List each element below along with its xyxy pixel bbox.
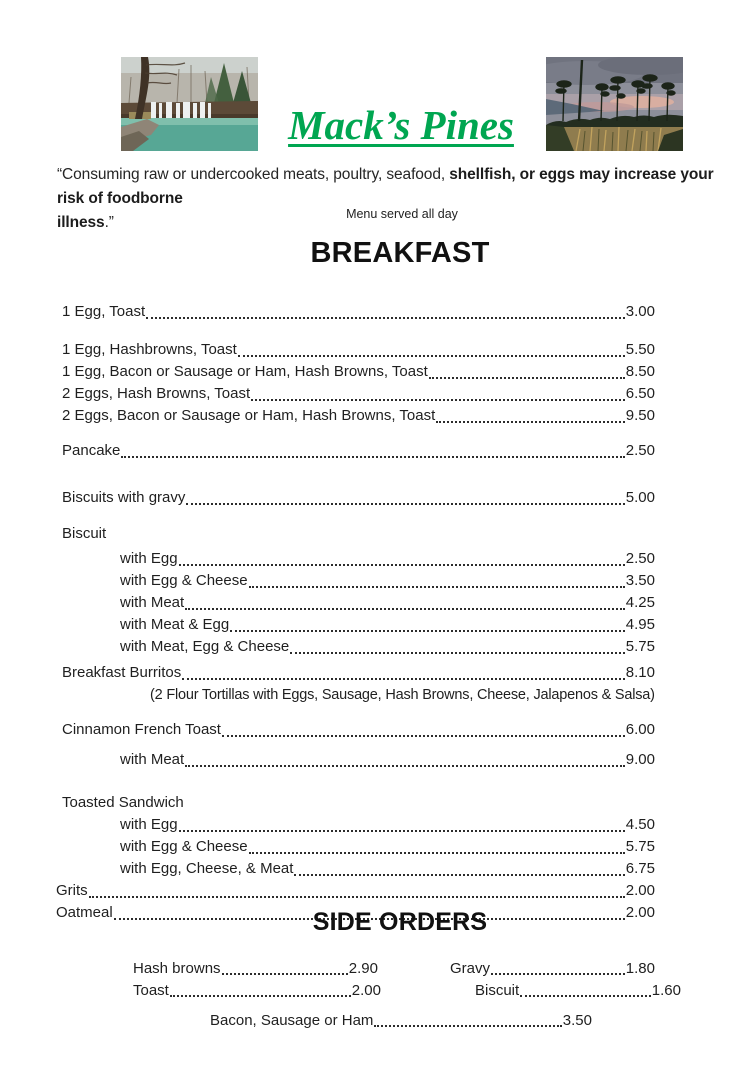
item-price: 2.00 [625,904,655,921]
disclaimer-bold-text: shellfish, or eggs may increase your risk of foodborne [57,166,714,207]
item-name: with Meat, Egg & Cheese [120,638,290,655]
item-price: 5.50 [625,341,655,358]
item-price: 3.00 [625,303,655,320]
item-name: 2 Eggs, Bacon or Sausage or Ham, Hash Browns, Toast [62,407,436,424]
menu-item-row [62,405,655,427]
dotted-leader [222,973,348,975]
item-name: Toast [133,982,169,999]
item-price: 6.50 [625,385,655,402]
dotted-leader [182,678,625,680]
dotted-leader [179,564,625,566]
dotted-leader [491,973,625,975]
breakfast-heading: BREAKFAST [310,237,490,269]
waterfall-photo-graphic [121,57,258,151]
item-name: 1 Egg, Bacon or Sausage or Ham, Hash Browns, Toast [62,363,428,380]
dotted-leader [185,608,625,610]
side-order-row [450,958,655,979]
dotted-leader [89,896,625,898]
item-name: 1 Egg, Toast [62,303,146,320]
item-name: Biscuit [62,525,107,542]
item-name: 1 Egg, Hashbrowns, Toast [62,341,237,358]
dotted-leader [230,630,625,632]
dotted-leader [251,399,625,401]
item-name: 2 Eggs, Hash Browns, Toast [62,385,251,402]
item-name: with Egg & Cheese [120,572,248,589]
disclaimer-bold-text-2: illness [57,214,105,231]
item-name: with Egg & Cheese [120,838,248,855]
item-name: Biscuits with gravy [62,489,186,506]
side-order-row [133,980,381,1001]
item-price: 5.00 [625,489,655,506]
pines-photo-graphic [546,57,683,151]
item-name: with Egg, Cheese, & Meat [120,860,294,877]
dotted-leader [249,586,625,588]
item-name: Grits [56,882,88,899]
dotted-leader [374,1025,561,1027]
side-order-row [210,1010,592,1031]
menu-item-row [62,858,655,880]
item-price: 1.60 [651,982,681,999]
item-price: 2.00 [351,982,381,999]
burrito-description: (2 Flour Tortillas with Eggs, Sausage, Hash Browns, Cheese, Jalapenos & Salsa) [150,687,655,703]
side-order-row [475,980,681,1001]
item-price: 4.50 [625,816,655,833]
menu-item-row [62,636,655,658]
item-price: 6.75 [625,860,655,877]
dotted-leader [121,456,624,458]
menu-group-header [62,523,655,545]
waterfall-photo [121,57,258,151]
menu-item-row [62,836,655,858]
menu-item-row [62,570,655,592]
dotted-leader [186,503,624,505]
item-name: Gravy [450,960,491,977]
item-name: with Egg [120,550,178,567]
item-name: with Meat & Egg [120,616,230,633]
item-price: 4.25 [625,594,655,611]
menu-item-row [56,880,655,902]
side-order-row [133,958,378,979]
menu-item-row [62,662,655,684]
pines-photo [546,57,683,151]
menu-item-row [62,592,655,614]
dotted-leader [436,421,625,423]
dotted-leader [429,377,625,379]
item-name: Pancake [62,442,121,459]
item-price: 3.50 [562,1012,592,1029]
menu-item-row [62,814,655,836]
item-price: 2.90 [348,960,378,977]
item-price: 9.50 [625,407,655,424]
dotted-leader [249,852,625,854]
dotted-leader [238,355,625,357]
item-price: 6.00 [625,721,655,738]
dotted-leader [520,995,651,997]
food-safety-disclaimer [57,163,725,235]
disclaimer-regular-text: “Consuming raw or undercooked meats, poultry, seafood, [57,166,450,183]
restaurant-title: Mack’s Pines [288,102,514,148]
item-name: with Meat [120,751,185,768]
menu-item-row [62,383,655,405]
menu-item-row [62,614,655,636]
menu-item-row [62,339,655,361]
item-name: Biscuit [475,982,520,999]
item-price: 2.00 [625,882,655,899]
item-price: 8.10 [625,664,655,681]
menu-item-row [62,361,655,383]
dotted-leader [294,874,624,876]
menu-item-row [62,719,655,741]
menu-group-header [62,792,655,814]
item-name: Hash browns [133,960,221,977]
item-price: 8.50 [625,363,655,380]
item-name: Toasted Sandwich [62,794,184,811]
side-orders-heading: SIDE ORDERS [312,908,488,936]
item-price: 9.00 [625,751,655,768]
menu-item-row [62,548,655,570]
item-name: Bacon, Sausage or Ham [210,1012,374,1029]
item-price: 5.75 [625,638,655,655]
menu-item-row [62,301,655,323]
item-price: 5.75 [625,838,655,855]
breakfast-menu-list [56,301,655,924]
item-name: Breakfast Burritos [62,664,182,681]
item-name: Cinnamon French Toast [62,721,221,738]
dotted-leader [290,652,625,654]
dotted-leader [146,317,625,319]
item-price: 2.50 [625,550,655,567]
item-name: with Meat [120,594,185,611]
item-name: Oatmeal [56,904,113,921]
menu-served-note: Menu served all day [346,207,458,221]
side-orders-list [50,958,750,1053]
item-price: 4.95 [625,616,655,633]
disclaimer-closing-quote: .” [104,214,114,231]
item-price: 3.50 [625,572,655,589]
item-name: with Egg [120,816,178,833]
menu-item-row [62,440,655,462]
menu-item-row [62,749,655,771]
dotted-leader [222,735,625,737]
item-price: 1.80 [625,960,655,977]
item-price: 2.50 [625,442,655,459]
menu-item-row [62,487,655,509]
dotted-leader [179,830,625,832]
dotted-leader [185,765,625,767]
dotted-leader [170,995,351,997]
burrito-description-row [62,684,655,706]
